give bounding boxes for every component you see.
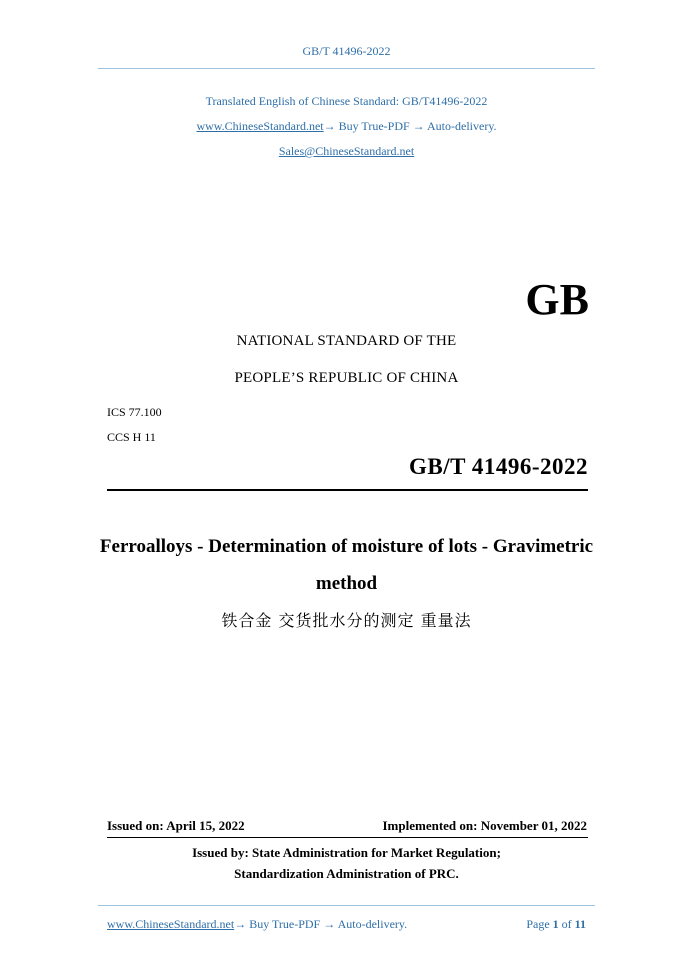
arrow-icon: → [412, 119, 425, 133]
delivery-text: Auto-delivery. [424, 119, 497, 133]
email-link[interactable]: Sales@ChineseStandard.net [278, 144, 415, 158]
header-divider [98, 68, 595, 69]
footer-purchase-line [107, 917, 407, 932]
page-indicator [526, 917, 586, 932]
arrow-icon: → [323, 119, 336, 133]
standard-number: GB/T 41496-2022 [409, 454, 588, 479]
dates-divider [107, 837, 588, 838]
footer-buy-text: Buy True-PDF [246, 917, 324, 931]
issuer-line2: Standardization Administration of PRC. [234, 866, 459, 881]
translation-notice: Translated English of Chinese Standard: GB/T41496-2022 [205, 94, 488, 108]
page-number: 1 [552, 917, 559, 931]
national-standard-line1: NATIONAL STANDARD OF THE [236, 333, 457, 349]
purchase-line [0, 119, 693, 134]
ics-code: ICS 77.100 [107, 405, 162, 419]
page-of-label: of [558, 917, 575, 931]
issuer-line1: Issued by: State Administration for Market Regulation; [192, 845, 501, 860]
email-line [0, 144, 693, 159]
site-link[interactable]: www.ChineseStandard.net [196, 119, 324, 133]
ccs-code: CCS H 11 [107, 430, 156, 444]
issued-date: Issued on: April 15, 2022 [107, 818, 245, 833]
arrow-icon: → [234, 917, 247, 931]
arrow-icon: → [323, 917, 336, 931]
implemented-date: Implemented on: November 01, 2022 [382, 818, 587, 833]
document-title-line2: method [315, 573, 378, 594]
national-standard-line2: PEOPLE’S REPUBLIC OF CHINA [234, 370, 459, 386]
page-total: 11 [574, 917, 586, 931]
buy-text: Buy True-PDF [335, 119, 413, 133]
title-divider [107, 489, 588, 491]
footer-delivery-text: Auto-delivery. [335, 917, 408, 931]
footer-site-link[interactable]: www.ChineseStandard.net [107, 917, 235, 931]
running-header: GB/T 41496-2022 [302, 44, 391, 58]
gb-logo-mark: GB [525, 275, 589, 324]
chinese-title: 铁合金 交货批水分的测定 重量法 [221, 611, 472, 630]
page-label: Page [526, 917, 553, 931]
document-title-line1: Ferroalloys - Determination of moisture of lots - Gravimetric [99, 536, 594, 557]
footer-divider [98, 905, 595, 906]
